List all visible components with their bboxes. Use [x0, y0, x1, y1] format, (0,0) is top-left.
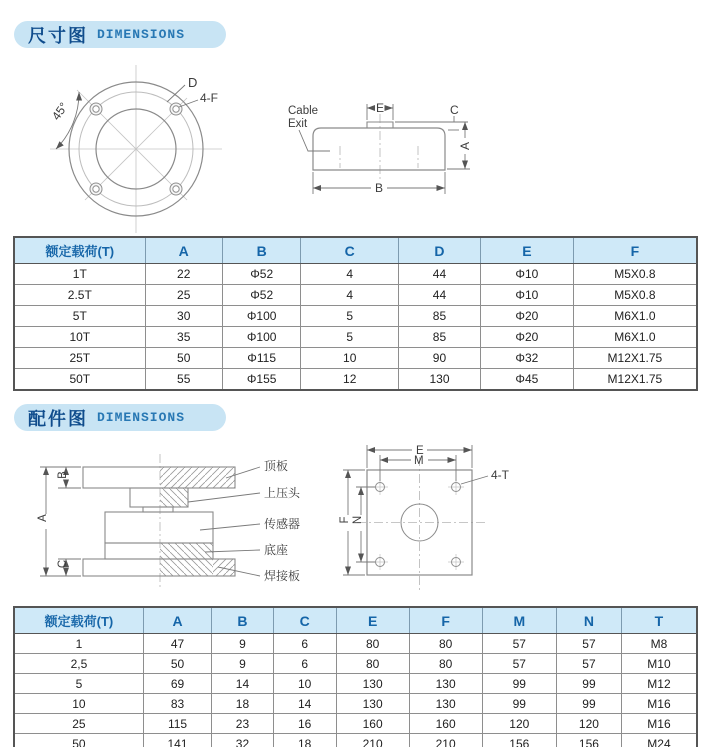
table-cell: 69: [143, 674, 211, 694]
table-cell: 5: [301, 306, 399, 327]
column-header: T: [621, 607, 697, 634]
table-cell: M12: [621, 674, 697, 694]
table-cell: 22: [145, 264, 222, 285]
loadcell-body: [313, 128, 445, 170]
table-cell: 130: [336, 694, 409, 714]
table-cell: 115: [143, 714, 211, 734]
table-row: [14, 327, 697, 348]
column-header: E: [336, 607, 409, 634]
table-cell: 50T: [14, 369, 145, 391]
table-row: [14, 674, 697, 694]
table-cell: 14: [273, 694, 336, 714]
sensor-outline: [105, 512, 213, 543]
weld-plate-hatch: [213, 559, 235, 576]
table-cell: M12X1.75: [573, 348, 697, 369]
column-header: A: [143, 607, 211, 634]
table-cell: 18: [273, 734, 336, 747]
table-cell: 44: [398, 264, 480, 285]
table-cell: 23: [212, 714, 274, 734]
table-cell: 57: [556, 654, 621, 674]
table-cell: 16: [273, 714, 336, 734]
column-header: M: [482, 607, 556, 634]
table-cell: 10T: [14, 327, 145, 348]
table-cell: 18: [212, 694, 274, 714]
column-header: D: [398, 237, 480, 264]
column-header: N: [556, 607, 621, 634]
table-cell: Φ45: [480, 369, 573, 391]
sensor-label: 传感器: [264, 517, 301, 531]
section-accessories-title-en: DIMENSIONS: [97, 410, 186, 425]
table-cell: 1T: [14, 264, 145, 285]
table-row: [14, 306, 697, 327]
table-cell: Φ10: [480, 285, 573, 306]
table-cell: 2.5T: [14, 285, 145, 306]
table-cell: 50: [14, 734, 143, 747]
column-header: 额定载荷(T): [14, 607, 143, 634]
table-row: [14, 285, 697, 306]
table-cell: 80: [409, 634, 482, 654]
table-cell: 10: [14, 694, 143, 714]
table-cell: 10: [301, 348, 399, 369]
table-cell: 32: [212, 734, 274, 747]
assembly-section-drawing: [30, 440, 330, 605]
column-header: F: [409, 607, 482, 634]
table-cell: M6X1.0: [573, 327, 697, 348]
top-view-drawing: [33, 58, 288, 236]
table-cell: 44: [398, 285, 480, 306]
table-cell: 160: [409, 714, 482, 734]
table-cell: 5T: [14, 306, 145, 327]
section-dimensions-header: [14, 21, 226, 48]
table-cell: 25: [145, 285, 222, 306]
table-cell: 5: [301, 327, 399, 348]
table-cell: 5: [14, 674, 143, 694]
table-cell: 14: [212, 674, 274, 694]
table-cell: 9: [212, 654, 274, 674]
table-cell: M24: [621, 734, 697, 747]
side-view-drawing: [272, 78, 497, 223]
table-cell: 99: [482, 674, 556, 694]
top-plate-label: 顶板: [264, 459, 289, 473]
table-row: [14, 654, 697, 674]
table-cell: 35: [145, 327, 222, 348]
dimensions-table: [13, 236, 698, 391]
centerlines: [357, 457, 487, 591]
table-cell: Φ115: [222, 348, 301, 369]
table-cell: 156: [556, 734, 621, 747]
table-cell: 156: [482, 734, 556, 747]
section-accessories-header: [14, 404, 226, 431]
table-cell: M10: [621, 654, 697, 674]
table-cell: 6: [273, 654, 336, 674]
table-cell: 4: [301, 264, 399, 285]
corner-holes: [372, 479, 464, 570]
table-cell: 130: [409, 694, 482, 714]
dim-n-label: N: [352, 515, 364, 525]
table-cell: M5X0.8: [573, 285, 697, 306]
table-cell: Φ20: [480, 327, 573, 348]
table-cell: 2,5: [14, 654, 143, 674]
table-cell: Φ20: [480, 306, 573, 327]
table-cell: 210: [336, 734, 409, 747]
dim-b-label: B: [57, 471, 69, 479]
table-cell: 130: [336, 674, 409, 694]
table-cell: 99: [482, 694, 556, 714]
table-cell: 83: [143, 694, 211, 714]
table-cell: 57: [556, 634, 621, 654]
table-cell: 10: [273, 674, 336, 694]
dim-c-label: C: [450, 103, 459, 117]
table-cell: 57: [482, 654, 556, 674]
dim-e-label: E: [376, 101, 385, 115]
table-header-row: [14, 607, 697, 634]
table-row: [14, 348, 697, 369]
column-header: C: [301, 237, 399, 264]
column-header: B: [212, 607, 274, 634]
dim-e-label: E: [416, 445, 424, 457]
dim-f-label: F: [339, 516, 351, 524]
table-cell: M16: [621, 714, 697, 734]
table-cell: 25T: [14, 348, 145, 369]
table-cell: M5X0.8: [573, 264, 697, 285]
table-cell: 80: [336, 634, 409, 654]
table-cell: Φ52: [222, 285, 301, 306]
weld-plate-label: 焊接板: [264, 569, 301, 583]
table-cell: M16: [621, 694, 697, 714]
table-cell: 50: [143, 654, 211, 674]
table-cell: Φ52: [222, 264, 301, 285]
table-cell: M6X1.0: [573, 306, 697, 327]
press-head-label: 上压头: [264, 486, 301, 500]
table-cell: 80: [336, 654, 409, 674]
leader-line: [167, 85, 185, 102]
cable-exit-label-line1: Cable: [288, 105, 319, 117]
table-cell: 120: [556, 714, 621, 734]
table-cell: 12: [301, 369, 399, 391]
cable-exit-label-line2: Exit: [288, 118, 308, 130]
table-cell: 80: [409, 654, 482, 674]
column-header: A: [145, 237, 222, 264]
table-row: [14, 369, 697, 391]
table-cell: 90: [398, 348, 480, 369]
accessories-table: [13, 606, 698, 747]
dim-a-label: A: [458, 141, 472, 151]
table-cell: 99: [556, 674, 621, 694]
section-dimensions-title-cn: 尺寸图: [28, 25, 88, 46]
table-cell: 6: [273, 634, 336, 654]
table-cell: 141: [143, 734, 211, 747]
table-cell: 50: [145, 348, 222, 369]
table-cell: 1: [14, 634, 143, 654]
table-cell: 130: [409, 674, 482, 694]
plate-top-view-drawing: [335, 435, 550, 607]
cable-exit-leader: [299, 130, 330, 151]
table-cell: 99: [556, 694, 621, 714]
table-cell: Φ10: [480, 264, 573, 285]
section-dimensions-title-en: DIMENSIONS: [97, 27, 186, 42]
table-cell: 4: [301, 285, 399, 306]
column-header: 额定载荷(T): [14, 237, 145, 264]
section-accessories-title-cn: 配件图: [28, 408, 88, 429]
table-cell: M12X1.75: [573, 369, 697, 391]
table-cell: 30: [145, 306, 222, 327]
table-cell: 85: [398, 306, 480, 327]
press-pad-outline: [143, 507, 173, 512]
table-cell: 120: [482, 714, 556, 734]
dim-a-label: A: [37, 514, 49, 522]
dim-c-label: C: [57, 559, 69, 569]
table-header-row: [14, 237, 697, 264]
base-label: 底座: [264, 543, 289, 557]
table-row: [14, 694, 697, 714]
column-header: C: [273, 607, 336, 634]
top-plate-hatch: [160, 467, 235, 488]
table-cell: 9: [212, 634, 274, 654]
holes-label: 4-T: [491, 468, 509, 482]
column-header: F: [573, 237, 697, 264]
table-cell: 160: [336, 714, 409, 734]
dim-b-label: B: [375, 181, 384, 195]
table-row: [14, 264, 697, 285]
table-cell: 47: [143, 634, 211, 654]
table-cell: Φ32: [480, 348, 573, 369]
table-cell: Φ100: [222, 306, 301, 327]
angle-label: 45°: [48, 99, 71, 123]
table-cell: 25: [14, 714, 143, 734]
holes-label: 4-F: [200, 91, 218, 105]
press-head-hatch: [160, 488, 188, 507]
column-header: B: [222, 237, 301, 264]
table-row: [14, 714, 697, 734]
dim-m-label: M: [414, 455, 424, 467]
leader-line: [461, 476, 488, 484]
table-cell: M8: [621, 634, 697, 654]
table-cell: 55: [145, 369, 222, 391]
column-header: E: [480, 237, 573, 264]
table-row: [14, 634, 697, 654]
table-row: [14, 734, 697, 747]
table-cell: 85: [398, 327, 480, 348]
table-cell: 130: [398, 369, 480, 391]
table-cell: 57: [482, 634, 556, 654]
table-cell: Φ100: [222, 327, 301, 348]
table-cell: Φ155: [222, 369, 301, 391]
table-cell: 210: [409, 734, 482, 747]
bolt-circle-label: D: [188, 75, 198, 90]
